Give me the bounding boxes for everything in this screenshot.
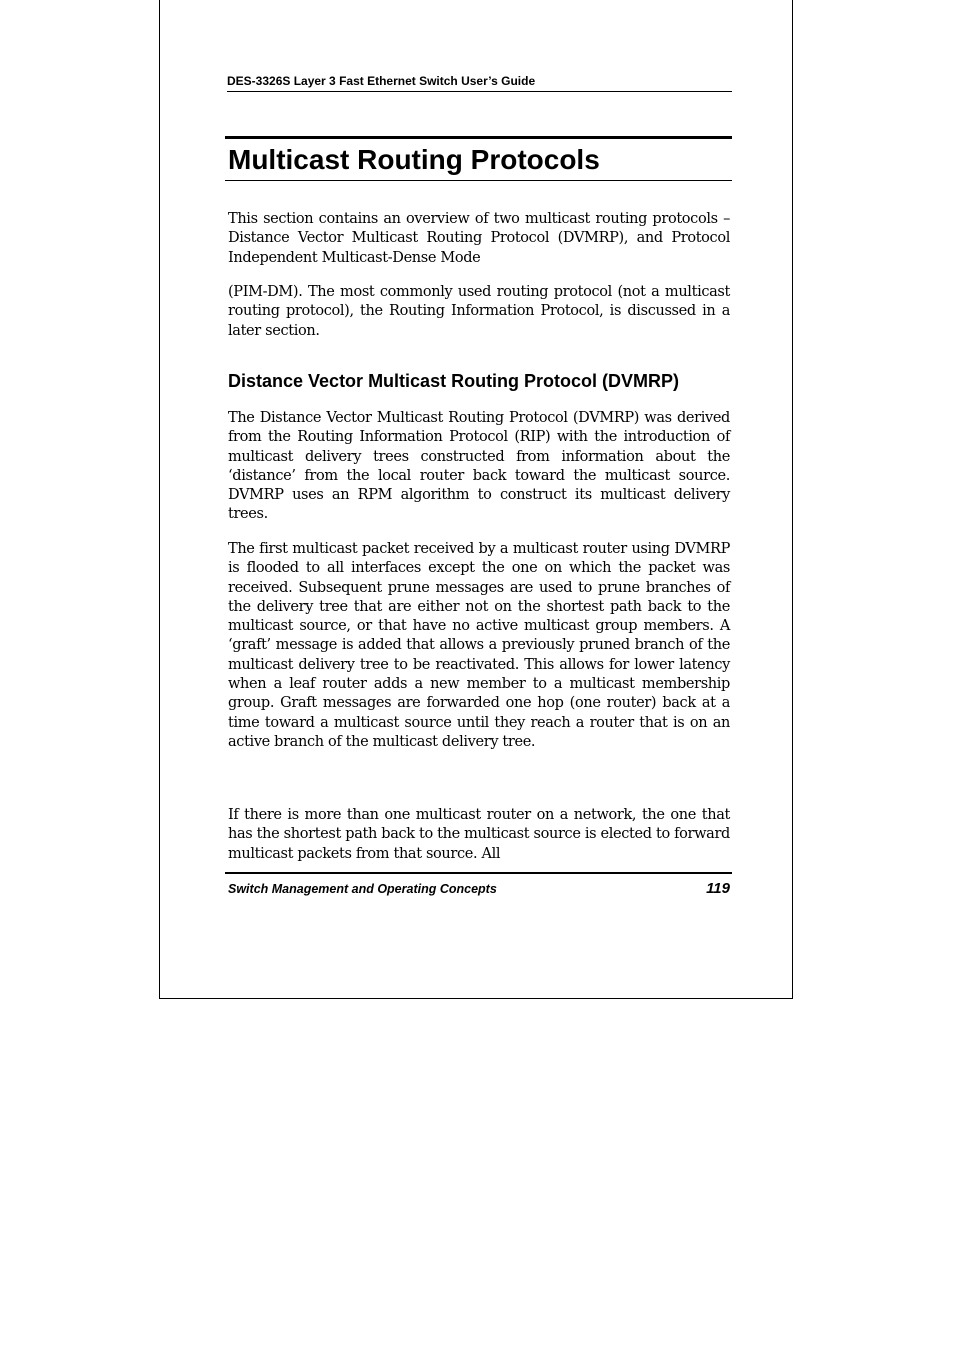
- page-number: 119: [706, 880, 730, 897]
- chapter-title: Multicast Routing Protocols: [228, 144, 600, 175]
- intro-paragraph-2: (PIM-DM). The most commonly used routing protocol (not a multicast routing protocol), the Routing Information Protocol, is discussed in a later section.: [228, 284, 730, 339]
- dvmrp-paragraph-3: If there is more than one multicast router on a network, the one that has the shortest path back to the multicast source is elected to forward multicast packets from that source. All: [228, 807, 730, 862]
- section-heading-dvmrp: Distance Vector Multicast Routing Protocol (DVMRP): [228, 371, 680, 391]
- chapter-rule-bottom: [225, 180, 732, 181]
- intro-paragraph-1: This section contains an overview of two multicast routing protocols – Distance Vector Multicast Routing Protocol (DVMRP), and Protocol Independent Multicast-Dense Mode: [228, 211, 730, 266]
- dvmrp-paragraph-2: The first multicast packet received by a multicast router using DVMRP is flooded to all interfaces except the one on which the packet was received. Subsequent prune messages are used to prune branches of the delivery tree that are either not on the shortest path back to the multicast source, or that have no active multicast group members. A ‘graft’ message is added that allows a previously pruned branch of the multicast delivery tree to be reactivated. This allows for lower latency when a leaf router adds a new member to a multicast membership group. Graft messages are forwarded one hop (one router) back at a time toward a multicast source until they reach a router that is on an active branch of the multicast delivery tree.: [228, 541, 730, 750]
- running-header: DES-3326S Layer 3 Fast Ethernet Switch User’s Guide: [227, 74, 732, 92]
- chapter-rule-top: [225, 136, 732, 139]
- dvmrp-paragraph-1: The Distance Vector Multicast Routing Protocol (DVMRP) was derived from the Routing Information Protocol (RIP) with the introduction of multicast delivery trees constructed from information about the ‘distance’ from the local router back toward the multicast source. DVMRP uses an RPM algorithm to construct its multicast delivery trees.: [228, 410, 730, 523]
- footer-section-name: Switch Management and Operating Concepts: [228, 882, 497, 896]
- footer-rule: [225, 872, 732, 874]
